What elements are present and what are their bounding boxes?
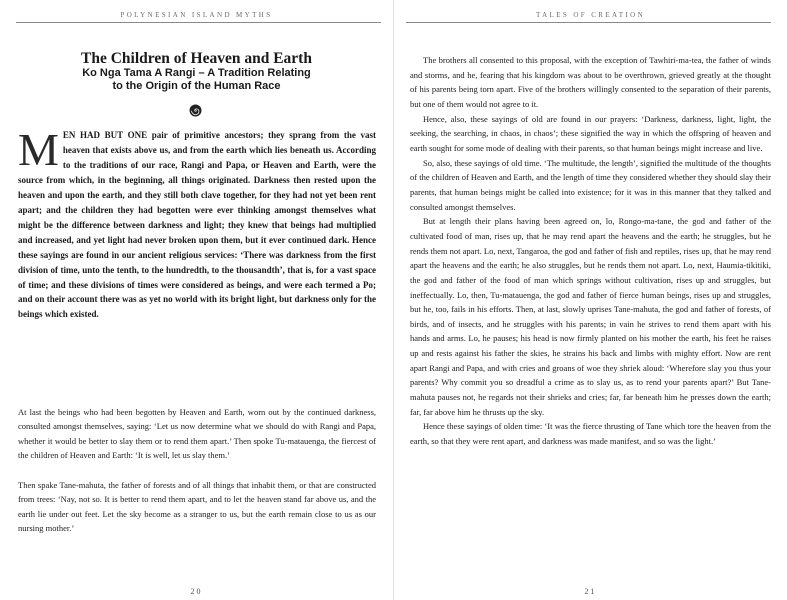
chapter-subtitle	[20, 67, 373, 92]
body-paragraph: So, also, these sayings of old time. ‘The multitude, the length’, signified the multitude of the thoughts of the children of Heaven and Earth, and the length of time they considered whether they should slay their parents, that human beings might be called into existence; for it was in this manner that they talked and consulted amongst themselves.	[410, 157, 771, 212]
right-page-text	[410, 53, 771, 449]
running-head-left: POLYNESIAN ISLAND MYTHS	[120, 11, 273, 19]
page-number-left: 20	[190, 587, 203, 596]
header-rule-right	[406, 22, 771, 23]
right-page	[394, 0, 787, 600]
subtitle-line-2: to the Origin of the Human Race	[112, 79, 281, 92]
spiral-ornament-icon	[189, 104, 202, 117]
body-paragraph: Then spake Tane-mahuta, the father of forests and of all things that inhabit them, or that are constructed from trees: ‘Nay, not so. It is better to rend them apart, and to let the heaven stand far above us, and the earth lie under out feet. Let the sky become as a stranger to us, but the earth remain close to us as our nursing mother.’	[18, 480, 376, 534]
body-paragraph: At last the beings who had been begotten by Heaven and Earth, worn out by the continued darkness, consulted amongst themselves, saying: ‘Let us now determine what we should do with Rangi and Papa, whether it would be better to slay them or to rend them apart.’ Then spoke Tu-matauenga, the fiercest of the children of Heaven and Earth: ‘It is well, let us slay them.’	[18, 407, 376, 461]
body-paragraph: Hence these sayings of olden time: ‘It was the fierce thrusting of Tane which tore the heaven from the earth, so that they were rent apart, and darkness was made manifest, and so was the light.’	[410, 421, 771, 447]
running-head-right: TALES OF CREATION	[535, 11, 646, 19]
drop-cap: M	[18, 124, 59, 175]
body-paragraph: Hence, also, these sayings of old are found in our prayers: ‘Darkness, darkness, light, light, the seeking, the searching, in chaos, in chaos’; these signified the way in which the offspring of heaven and earth sought for some mode of dealing with their parents, so that human beings might increase and live.	[410, 113, 771, 153]
page-number-right: 21	[584, 587, 597, 596]
body-paragraph: The brothers all consented to this proposal, with the exception of Tawhiri-ma-tea, the father of winds and storms, and he, fearing that his kingdom was about to be overthrown, grieved greatly at the thought of his parents being torn apart. Five of the brothers willingly consented to the separation of their parents, but one of them would not agree to it.	[410, 55, 771, 109]
left-page	[0, 0, 393, 600]
chapter-title: The Children of Heaven and Earth	[81, 50, 312, 67]
subtitle-line-1: Ko Nga Tama A Rangi – A Tradition Relating	[82, 67, 311, 79]
lead-paragraph	[18, 124, 376, 322]
header-rule-left	[16, 22, 381, 23]
body-paragraph: But at length their plans having been agreed on, lo, Rongo-ma-tane, the god and father of the cultivated food of man, rises up, that he may rend apart the heavens and the earth; he struggles, but he rends them not apart. Lo, next, Tangaroa, the god and father of fish and reptiles, rises up, that he may rend apart the heavens and the earth; he also struggles, but he rends them not apart. Lo, next, Haumia-tikitiki, the god and father of the food of man which springs without cultivation, rises up and struggles, but ineffectually. Lo, then, Tu-matauenga, the god and father of fierce human beings, rises up and struggles, but he, too, fails in his efforts. Then, at last, slowly uprises Tane-mahuta, the god and father of forests, of birds, and of insects, and he struggles with his parents; in vain he strives to rend them apart with his hands and arms. Lo, he pauses; his head is now firmly planted on his mother the earth, his feet he raises up and rests against his father the skies, he strains his back and limbs with mighty effort. Now are rent apart Rangi and Papa, and with cries and groans of woe they shriek aloud: ‘Wherefore slay you thus your parents? Why commit you so dreadful a crime as to slay us, as to rend your parents apart?’ But Tane-mahuta pauses not, he regards not their shrieks and cries; far, far beneath him he presses down the earth; far, far above him he thrusts up the sky.	[410, 216, 771, 417]
lead-paragraph-text: EN HAD BUT ONE pair of primitive ancestors; they sprang from the vast heaven that exists above us, and from the earth which lies beneath us. According to the traditions of our race, Rangi and Papa, or Heaven and Earth, were the source from which, in the beginning, all things originated. Darkness then rested upon the heaven and upon the earth, and they still both clave together, for they had not yet been rent apart; and the children they had begotten were ever thinking amongst themselves what might be the difference between darkness and light; they knew that beings had multiplied and increased, and yet light had never broken upon them, but it ever continued dark. Hence these sayings are found in our ancient religious services: ‘There was darkness from the first division of time, unto the tenth, to the hundredth, to the thousandth’, that is, for a vast space of time; and these divisions of times were considered as beings, and were each termed a Po; and on their account there was as yet no world with its bright light, but darkness only for the beings which existed.	[18, 130, 376, 320]
